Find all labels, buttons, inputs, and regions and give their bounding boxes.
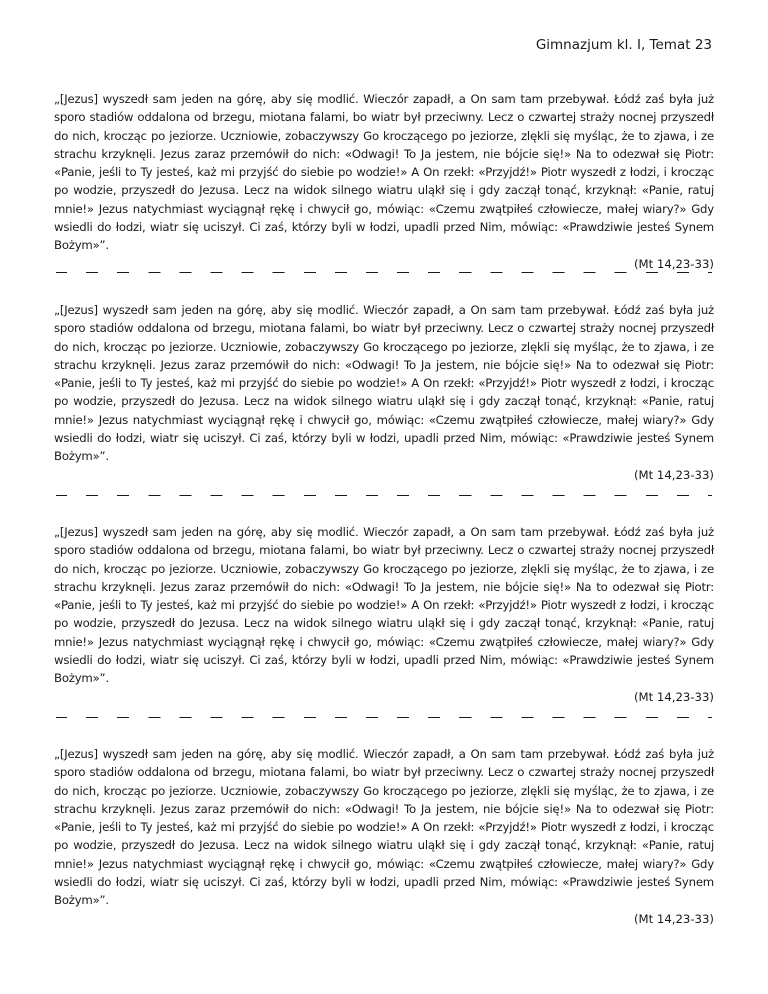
passage-reference: (Mt 14,23-33) <box>633 911 714 926</box>
cut-line-divider <box>56 272 712 273</box>
passage-reference: (Mt 14,23-33) <box>633 256 714 271</box>
passage-text: „[Jezus] wyszedł sam jeden na górę, aby się modlić. Wieczór zapadł, a On sam tam przebywał. Łódź zaś była już sporo stadiów oddalona od brzegu, miotana falami, bo wiatr był przeciwny. Lecz o czwartej straży nocnej przyszedł do nich, krocząc po jeziorze. Uczniowie, zobaczywszy Go kroczącego po jeziorze, zlękli się myśląc, że to zjawa, i ze strachu krzyknęli. Jezus zaraz przemówił do nich: «Odwagi! To Ja jestem, nie bójcie się!» Na to odezwał się Piotr: «Panie, jeśli to Ty jesteś, każ mi przyjść do siebie po wodzie!» A On rzekł: «Przyjdź!» Piotr wyszedł z łodzi, i krocząc po wodzie, przyszedł do Jezusa. Lecz na widok silnego wiatru uląkł się i gdy zaczął tonąć, krzyknął: «Panie, ratuj mnie!» Jezus natychmiast wyciągnął rękę i chwycił go, mówiąc: «Czemu zwątpiłeś człowiecze, małej wiary?» Gdy wsiedli do łodzi, wiatr się uciszył. Ci zaś, którzy byli w łodzi, upadli przed Nim, mówiąc: «Prawdziwie jesteś Synem Bożym»”. <box>54 92 714 253</box>
passage-reference: (Mt 14,23-33) <box>633 689 714 704</box>
page-header: Gimnazjum kl. I, Temat 23 <box>535 37 712 53</box>
passage-text: „[Jezus] wyszedł sam jeden na górę, aby się modlić. Wieczór zapadł, a On sam tam przebywał. Łódź zaś była już sporo stadiów oddalona od brzegu, miotana falami, bo wiatr był przeciwny. Lecz o czwartej straży nocnej przyszedł do nich, krocząc po jeziorze. Uczniowie, zobaczywszy Go kroczącego po jeziorze, zlękli się myśląc, że to zjawa, i ze strachu krzyknęli. Jezus zaraz przemówił do nich: «Odwagi! To Ja jestem, nie bójcie się!» Na to odezwał się Piotr: «Panie, jeśli to Ty jesteś, każ mi przyjść do siebie po wodzie!» A On rzekł: «Przyjdź!» Piotr wyszedł z łodzi, i krocząc po wodzie, przyszedł do Jezusa. Lecz na widok silnego wiatru uląkł się i gdy zaczął tonąć, krzyknął: «Panie, ratuj mnie!» Jezus natychmiast wyciągnął rękę i chwycił go, mówiąc: «Czemu zwątpiłeś człowiecze, małej wiary?» Gdy wsiedli do łodzi, wiatr się uciszył. Ci zaś, którzy byli w łodzi, upadli przed Nim, mówiąc: «Prawdziwie jesteś Synem Bożym»”. <box>54 303 714 464</box>
passage-reference: (Mt 14,23-33) <box>633 467 714 482</box>
passage-text: „[Jezus] wyszedł sam jeden na górę, aby się modlić. Wieczór zapadł, a On sam tam przebywał. Łódź zaś była już sporo stadiów oddalona od brzegu, miotana falami, bo wiatr był przeciwny. Lecz o czwartej straży nocnej przyszedł do nich, krocząc po jeziorze. Uczniowie, zobaczywszy Go kroczącego po jeziorze, zlękli się myśląc, że to zjawa, i ze strachu krzyknęli. Jezus zaraz przemówił do nich: «Odwagi! To Ja jestem, nie bójcie się!» Na to odezwał się Piotr: «Panie, jeśli to Ty jesteś, każ mi przyjść do siebie po wodzie!» A On rzekł: «Przyjdź!» Piotr wyszedł z łodzi, i krocząc po wodzie, przyszedł do Jezusa. Lecz na widok silnego wiatru uląkł się i gdy zaczął tonąć, krzyknął: «Panie, ratuj mnie!» Jezus natychmiast wyciągnął rękę i chwycił go, mówiąc: «Czemu zwątpiłeś człowiecze, małej wiary?» Gdy wsiedli do łodzi, wiatr się uciszył. Ci zaś, którzy byli w łodzi, upadli przed Nim, mówiąc: «Prawdziwie jesteś Synem Bożym»”. <box>54 525 714 686</box>
passage-block-2 <box>54 301 714 484</box>
passage-block-4 <box>54 745 714 928</box>
passage-text: „[Jezus] wyszedł sam jeden na górę, aby się modlić. Wieczór zapadł, a On sam tam przebywał. Łódź zaś była już sporo stadiów oddalona od brzegu, miotana falami, bo wiatr był przeciwny. Lecz o czwartej straży nocnej przyszedł do nich, krocząc po jeziorze. Uczniowie, zobaczywszy Go kroczącego po jeziorze, zlękli się myśląc, że to zjawa, i ze strachu krzyknęli. Jezus zaraz przemówił do nich: «Odwagi! To Ja jestem, nie bójcie się!» Na to odezwał się Piotr: «Panie, jeśli to Ty jesteś, każ mi przyjść do siebie po wodzie!» A On rzekł: «Przyjdź!» Piotr wyszedł z łodzi, i krocząc po wodzie, przyszedł do Jezusa. Lecz na widok silnego wiatru uląkł się i gdy zaczął tonąć, krzyknął: «Panie, ratuj mnie!» Jezus natychmiast wyciągnął rękę i chwycił go, mówiąc: «Czemu zwątpiłeś człowiecze, małej wiary?» Gdy wsiedli do łodzi, wiatr się uciszył. Ci zaś, którzy byli w łodzi, upadli przed Nim, mówiąc: «Prawdziwie jesteś Synem Bożym»”. <box>54 747 714 908</box>
cut-line-divider <box>56 717 712 718</box>
passage-block-3 <box>54 523 714 706</box>
passage-block-1 <box>54 90 714 273</box>
cut-line-divider <box>56 495 712 496</box>
